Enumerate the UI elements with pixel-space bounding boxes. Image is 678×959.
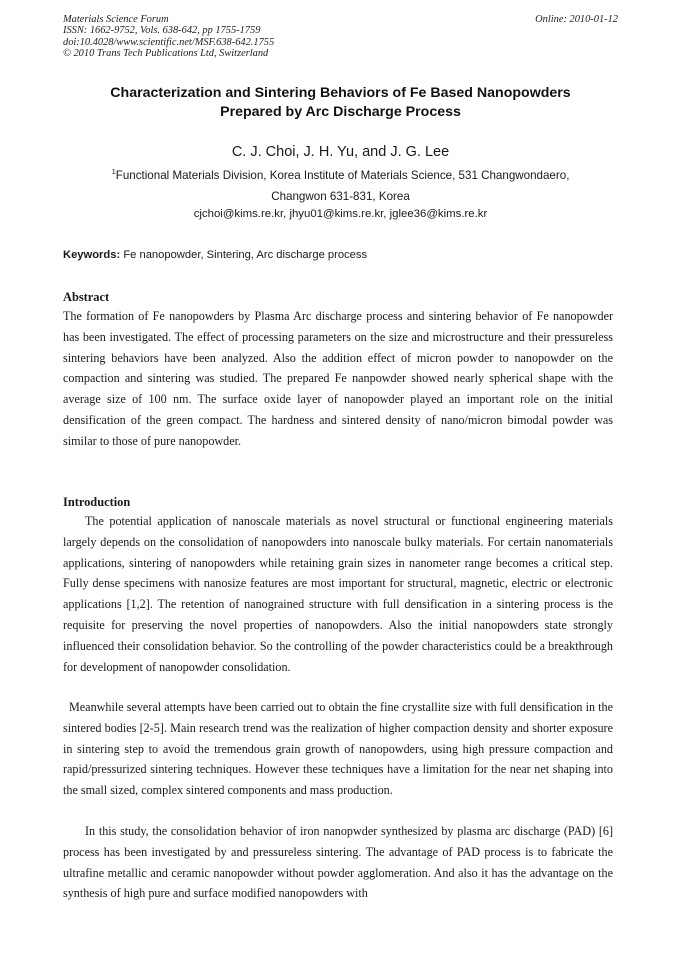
journal-copyright: © 2010 Trans Tech Publications Ltd, Switzerland: [63, 48, 269, 60]
affiliation-marker: 1: [111, 167, 116, 176]
abstract-heading: Abstract: [63, 290, 110, 304]
affiliation-line-1: [63, 165, 618, 186]
abstract-body: The formation of Fe nanopowders by Plasma Arc discharge process and sintering behavior of Fe nanopowder has been investigated. The effect of processing parameters on the size and microstructure and their pressureless sintering behaviors have been analyzed. Also the addition effect of micron powder to nanopowder on the compaction and sintering was studied. The prepared Fe nanpowder showed nearly spherical shape with the average size of 100 nm. The surface oxide layer of nanopowder played an important role on the initial densification of the green compact. The hardness and sintered density of nano/micron bimodal powder was similar to those of pure nanopowder.: [63, 309, 613, 448]
intro-paragraph-1: The potential application of nanoscale materials as novel structural or functional engineering materials largely depends on the consolidation of nanopowders into nanoscale bulky materials. For certain nanomaterials applications, sintering of nanopowders while retaining grain sizes in nanometer range becomes a critical step. Fully dense specimens with nanosize features are most important for structural, magnetic, electric or electronic applications [1,2]. The retention of nanograined structure with full densification in a sintering process is the requisite for preserving the novel properties of nanopowders. Also the initial nanopowders state strongly influenced their consolidation behavior. So the controlling of the powder characteristics could be a breakthrough for development of nanopowder consolidation.: [63, 514, 613, 674]
keywords-text: Fe nanopowder, Sintering, Arc discharge process: [123, 249, 368, 261]
journal-header: [63, 14, 618, 60]
journal-issn: ISSN: 1662-9752, Vols. 638-642, pp 1755-1759: [63, 25, 261, 37]
online-date: Online: 2010-01-12: [535, 14, 618, 25]
intro-paragraph-3: In this study, the consolidation behavior of iron nanopwder synthesized by plasma arc discharge (PAD) [6] process has been investigated by and pressureless sintering. The advantage of PAD process is to fabricate the ultrafine metallic and ceramic nanopowder without powder agglomeration. And also it has the advantage on the synthesis of high pure and surface modified nanopowders with: [63, 824, 613, 901]
introduction-heading: Introduction: [63, 495, 131, 509]
keywords: [63, 246, 618, 264]
affiliation-line-2: Changwon 631-831, Korea: [271, 190, 410, 203]
author-list: C. J. Choi, J. H. Yu, and J. G. Lee: [231, 144, 450, 160]
intro-paragraph-2: Meanwhile several attempts have been carried out to obtain the fine crystallite size with full densification in the sintered bodies [2-5]. Main research trend was the realization of higher compaction density and shorter exposure in sintering step to avoid the tremendous grain growth of nanopowders, using high pressure compaction and rapid/pressurized sintering techniques. However these techniques have a limitation for the near net shaping into the small sized, complex sintered components and mass production.: [63, 700, 613, 798]
journal-name: Materials Science Forum: [63, 14, 169, 25]
title-line-2: Prepared by Arc Discharge Process: [220, 104, 461, 120]
author-emails: cjchoi@kims.re.kr, jhyu01@kims.re.kr, jglee36@kims.re.kr: [193, 208, 488, 220]
affiliation-text-1: Functional Materials Division, Korea Institute of Materials Science, 531 Changwondaero,: [115, 169, 570, 182]
keywords-label: Keywords:: [63, 249, 121, 261]
paper-title: [63, 84, 618, 122]
title-line-1: Characterization and Sintering Behaviors of Fe Based Nanopowders: [110, 85, 571, 101]
affiliation: [63, 165, 618, 207]
journal-doi: doi:10.4028/www.scientific.net/MSF.638-642.1755: [63, 36, 275, 48]
